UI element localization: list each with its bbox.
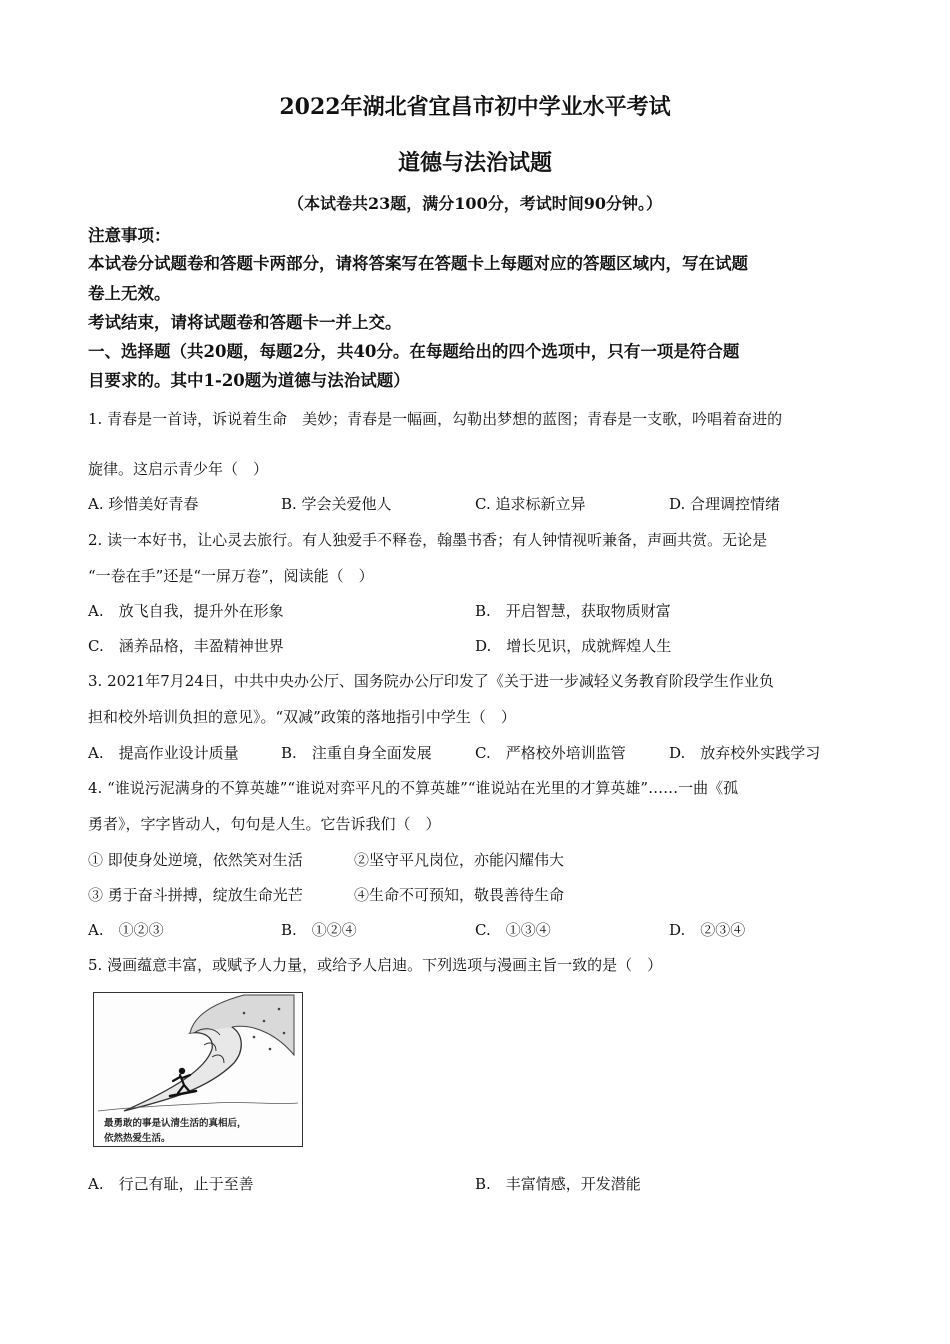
question-4-option-b[interactable]: B. ①②④ [281,921,357,939]
section-heading-line-1: 一、选择题（共20题，每题2分，共40分。在每题给出的四个选项中，只有一项是符合题 [88,342,740,361]
exam-title: 2022年湖北省宜昌市初中学业水平考试 [279,94,671,120]
question-4-option-c[interactable]: C. ①③④ [475,921,551,939]
question-5-option-a[interactable]: A. 行己有耻，止于至善 [88,1175,254,1193]
question-4-item-3: ③ 勇于奋斗拼搏，绽放生命光芒 [88,886,303,904]
question-4-line-2: 勇者》，字字皆动人，句句是人生。它告诉我们（ ） [88,815,441,833]
section-heading-line-2: 目要求的。其中1-20题为道德与法治试题） [88,371,410,390]
question-1-option-a[interactable]: A. 珍惜美好青春 [88,495,199,513]
question-4-option-a[interactable]: A. ①②③ [88,921,164,939]
question-2-option-d[interactable]: D. 增长见识，成就辉煌人生 [475,637,672,655]
notice-line-2: 卷上无效。 [88,284,171,303]
notice-heading: 注意事项： [88,226,171,245]
question-4-option-d[interactable]: D. ②③④ [669,921,746,939]
question-4-item-2: ②坚守平凡岗位，亦能闪耀伟大 [354,851,565,869]
question-3-option-b[interactable]: B. 注重自身全面发展 [281,744,432,762]
question-5-option-b[interactable]: B. 丰富情感，开发潜能 [475,1175,641,1193]
question-2-option-a[interactable]: A. 放飞自我，提升外在形象 [88,602,284,620]
question-1-option-b[interactable]: B. 学会关爱他人 [281,495,392,513]
question-2-option-b[interactable]: B. 开启智慧，获取物质财富 [475,602,671,620]
question-4-line-1: 4. “谁说污泥满身的不算英雄”“谁说对弈平凡的不算英雄”“谁说站在光里的才算英雄”……一曲《孤 [88,779,739,797]
notice-line-3: 考试结束，请将试题卷和答题卡一并上交。 [88,313,402,332]
exam-info: （本试卷共23题，满分100分，考试时间90分钟。） [288,194,662,213]
exam-subject: 道德与法治试题 [397,150,552,176]
question-3-option-a[interactable]: A. 提高作业设计质量 [88,744,239,762]
question-3-option-d[interactable]: D. 放弃校外实践学习 [669,744,821,762]
cartoon-image [93,992,303,1147]
question-2-line-2: “一卷在手”还是“一屏万卷”，阅读能（ ） [88,567,374,585]
cartoon-caption-line-1: 最勇敢的事是认清生活的真相后， [104,1118,247,1129]
question-2-line-1: 2. 读一本好书，让心灵去旅行。有人独爱手不释卷，翰墨书香；有人钟情视听兼备，声画共赏。无论是 [88,531,768,549]
question-1-line-2: 旋律。这启示青少年（ ） [88,460,269,478]
question-4-item-4: ④生命不可预知，敬畏善待生命 [354,886,565,904]
question-1-line-1: 1. 青春是一首诗，诉说着生命 美妙；青春是一幅画，勾勒出梦想的蓝图；青春是一支歌，吟唱着奋进的 [88,410,783,428]
question-1-option-d[interactable]: D. 合理调控情绪 [669,495,781,513]
question-3-option-c[interactable]: C. 严格校外培训监管 [475,744,626,762]
question-5-line-1: 5. 漫画蕴意丰富，或赋予人力量，或给予人启迪。下列选项与漫画主旨一致的是（ ） [88,956,663,974]
cartoon-caption-line-2: 依然热爱生活。 [104,1133,171,1144]
question-3-line-2: 担和校外培训负担的意见》。“双减”政策的落地指引中学生（ ） [88,708,516,726]
question-4-item-1: ① 即使身处逆境，依然笑对生活 [88,851,303,869]
question-2-option-c[interactable]: C. 涵养品格，丰盈精神世界 [88,637,284,655]
notice-line-1: 本试卷分试题卷和答题卡两部分，请将答案写在答题卡上每题对应的答题区域内，写在试题 [88,254,748,273]
question-1-option-c[interactable]: C. 追求标新立异 [475,495,586,513]
question-3-line-1: 3. 2021年7月24日，中共中央办公厅、国务院办公厅印发了《关于进一步减轻义务教育阶段学生作业负 [88,672,774,690]
